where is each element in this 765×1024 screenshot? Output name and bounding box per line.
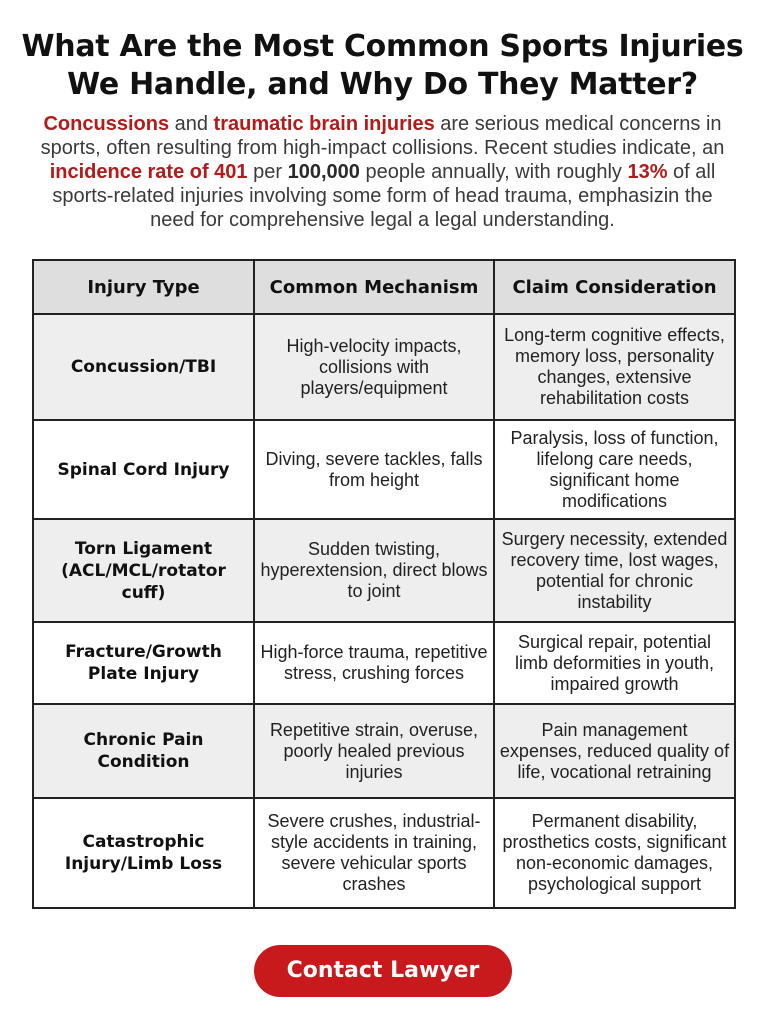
intro-bold-per-value: 100,000 [287, 161, 360, 183]
intro-highlight-tbi: traumatic brain injuries [213, 113, 435, 135]
injury-type-cell: Concussion/TBI [33, 314, 254, 420]
page-title [20, 28, 745, 104]
mechanism-cell: High-force trauma, repetitive stress, crushing forces [254, 622, 494, 704]
page-title-line-1: What Are the Most Common Sports Injuries [21, 29, 744, 64]
intro-text: per [247, 161, 288, 183]
claim-cell: Paralysis, loss of function, lifelong care needs, significant home modifications [494, 420, 735, 519]
injury-type-cell: Fracture/Growth Plate Injury [33, 622, 254, 704]
claim-cell: Surgery necessity, extended recovery time, lost wages, potential for chronic instability [494, 519, 735, 622]
claim-cell: Surgical repair, potential limb deformities in youth, impaired growth [494, 622, 735, 704]
table-row [33, 420, 735, 519]
page-title-line-2: We Handle, and Why Do They Matter? [67, 67, 698, 102]
mechanism-cell: High-velocity impacts, collisions with players/equipment [254, 314, 494, 420]
injury-type-cell: Torn Ligament (ACL/MCL/rotator cuff) [33, 519, 254, 622]
injury-table [32, 259, 736, 909]
table-row [33, 314, 735, 420]
intro-text: and [169, 113, 214, 135]
intro-highlight-incidence: incidence rate of 401 [49, 161, 248, 183]
injury-type-cell: Catastrophic Injury/Limb Loss [33, 798, 254, 908]
table-row [33, 519, 735, 622]
claim-cell: Long-term cognitive effects, memory loss, personality changes, extensive rehabilitation costs [494, 314, 735, 420]
claim-cell: Permanent disability, prosthetics costs, significant non-economic damages, psychological support [494, 798, 735, 908]
injury-table-container [32, 259, 734, 909]
mechanism-cell: Diving, severe tackles, falls from height [254, 420, 494, 519]
intro-highlight-percent: 13% [627, 161, 668, 183]
intro-text: people annually, with roughly [359, 161, 628, 183]
column-header-injury-type: Injury Type [33, 260, 254, 314]
injury-type-cell: Chronic Pain Condition [33, 704, 254, 798]
mechanism-cell: Sudden twisting, hyperextension, direct blows to joint [254, 519, 494, 622]
intro-highlight-concussions: Concussions [43, 113, 170, 135]
column-header-claim-consideration: Claim Consideration [494, 260, 735, 314]
table-row [33, 798, 735, 908]
claim-cell: Pain management expenses, reduced quality of life, vocational retraining [494, 704, 735, 798]
intro-text: are serious medical concerns in sports, often resulting from high-impact collisions. Recent studies indicate, an [40, 113, 725, 159]
table-row [33, 704, 735, 798]
intro-text: of all sports-related injuries involving some form of head trauma, emphasizin the need for comprehensive legal a legal understanding. [52, 161, 716, 231]
mechanism-cell: Severe crushes, industrial-style accidents in training, severe vehicular sports crashes [254, 798, 494, 908]
intro-paragraph [30, 112, 735, 232]
column-header-common-mechanism: Common Mechanism [254, 260, 494, 314]
contact-lawyer-button[interactable]: Contact Lawyer [254, 945, 512, 997]
table-header-row [33, 260, 735, 314]
table-row [33, 622, 735, 704]
injury-type-cell: Spinal Cord Injury [33, 420, 254, 519]
mechanism-cell: Repetitive strain, overuse, poorly healed previous injuries [254, 704, 494, 798]
